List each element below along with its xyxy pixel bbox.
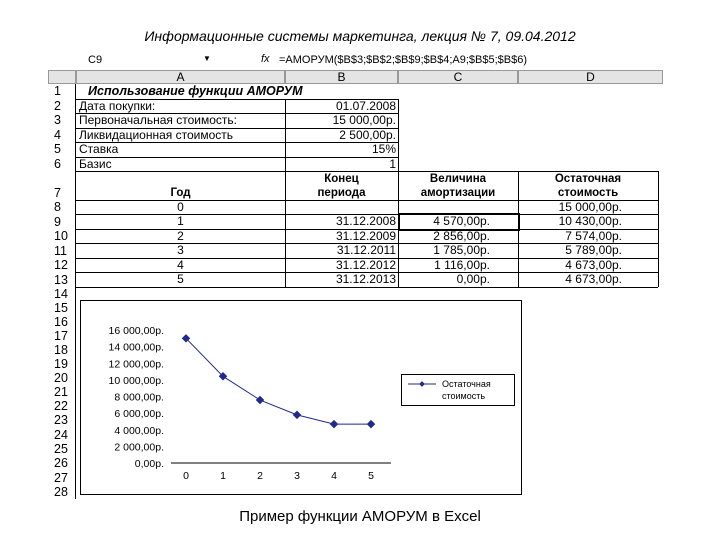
row-header[interactable]: 5 [54,142,61,156]
grid-line [75,287,658,288]
param-label[interactable]: Базис [79,157,112,171]
header-period-end-line2: периода [317,187,366,199]
series-line[interactable] [186,338,371,424]
row-header[interactable]: 12 [54,258,68,272]
y-tick-label: 6 000,00р. [114,408,164,421]
row-header[interactable]: 20 [54,371,68,385]
y-tick-label: 2 000,00р. [114,441,164,454]
select-all-corner[interactable] [48,70,76,84]
slide-title: Информационные системы маркетинга, лекция № 7, 09.04.2012 [144,28,576,44]
function-icon[interactable]: fx [261,53,270,65]
table-cell-date[interactable]: 31.12.2008 [335,214,396,228]
header-period-end-line1: Конец [324,173,359,185]
row-header[interactable]: 9 [54,215,61,229]
legend-swatch [402,375,442,405]
table-cell-amort[interactable]: 2 856,00р. [433,229,490,243]
x-tick-label: 1 [220,470,226,482]
row-header[interactable]: 4 [54,128,61,142]
column-header-c[interactable]: C [398,70,518,84]
row-header[interactable]: 18 [54,343,68,357]
column-header-a[interactable]: A [76,70,285,84]
data-point[interactable] [293,411,301,419]
row-header[interactable]: 13 [54,273,68,287]
column-header-d[interactable]: D [518,70,663,84]
header-amortization[interactable] [398,172,518,200]
param-value[interactable]: 2 500,00р. [339,128,396,142]
name-box[interactable]: C9 [88,54,103,66]
table-cell-date[interactable]: 31.12.2011 [336,243,396,257]
table-cell-residual[interactable]: 10 430,00р. [558,214,622,228]
header-residual-line1: Остаточная [554,173,622,185]
table-cell-year[interactable]: 3 [177,243,184,257]
table-cell-date[interactable]: 31.12.2012 [335,258,396,272]
row-header[interactable]: 28 [54,485,68,499]
header-period-end[interactable] [285,172,398,200]
x-tick-label: 2 [257,470,263,482]
grid-line [658,171,659,287]
y-tick-label: 4 000,00р. [114,424,164,437]
legend-label-line2: стоимость [442,391,486,401]
row-header[interactable]: 19 [54,357,68,371]
param-label[interactable]: Дата покупки: [79,99,156,113]
table-cell-amort[interactable]: 1 116,00р. [434,258,490,272]
sheet-heading[interactable]: Использование функции АМОРУМ [88,84,303,98]
header-year[interactable]: Год [170,187,191,199]
param-value[interactable]: 1 [389,157,396,171]
data-point[interactable] [256,396,264,404]
slide-caption: Пример функции АМОРУМ в Excel [239,508,481,525]
y-tick-label: 10 000,00р. [108,374,164,387]
grid-line [285,99,286,171]
table-cell-year[interactable]: 2 [177,229,184,243]
row-header[interactable]: 17 [54,329,68,343]
data-point[interactable] [330,420,338,428]
header-residual[interactable] [518,172,658,200]
table-cell-amort[interactable]: 0,00р. [456,272,490,286]
data-point[interactable] [367,420,375,428]
formula-bar [48,54,663,69]
x-tick-label: 5 [368,470,374,482]
row-header[interactable]: 11 [54,244,67,258]
x-tick-label: 4 [331,470,337,482]
table-cell-amort-selected[interactable]: 4 570,00р. [433,214,490,228]
formula-input[interactable]: =АМОРУМ($B$3;$B$2;$B$9;$B$4;A9;$B$5;$B$6) [279,54,527,66]
legend-label-line1: Остаточная [442,379,491,389]
param-value[interactable]: 15% [371,142,396,156]
table-cell-year[interactable]: 0 [177,200,184,214]
table-cell-residual[interactable]: 5 789,00р. [565,243,622,257]
header-residual-line2: стоимость [557,187,619,199]
row-header[interactable]: 21 [54,385,68,399]
table-cell-year[interactable]: 5 [177,272,184,286]
row-header[interactable]: 3 [54,113,61,127]
param-value[interactable]: 01.07.2008 [335,99,396,113]
x-tick-label: 0 [183,470,189,482]
row-header[interactable]: 24 [54,428,68,442]
header-amortization-line1: Величина [429,173,487,185]
row-header[interactable]: 8 [54,200,61,214]
row-header[interactable]: 6 [54,157,61,171]
table-cell-residual[interactable]: 15 000,00р. [558,200,622,214]
y-tick-label: 14 000,00р. [108,341,164,354]
table-cell-year[interactable]: 4 [177,258,184,272]
table-cell-residual[interactable]: 4 673,00р. [565,258,622,272]
row-header[interactable]: 15 [54,301,68,315]
table-cell-year[interactable]: 1 [177,214,184,228]
grid-line [75,84,76,499]
table-cell-residual[interactable]: 7 574,00р. [565,229,622,243]
y-tick-label: 16 000,00р. [108,325,164,337]
row-header[interactable]: 16 [54,315,68,329]
y-tick-label: 0,00р. [134,458,164,470]
table-cell-residual[interactable]: 4 673,00р. [565,272,622,286]
row-header[interactable]: 22 [54,399,68,413]
row-header[interactable]: 2 [54,99,61,113]
header-amortization-line2: амортизации [420,187,496,199]
column-header-b[interactable]: B [285,70,398,84]
row-header[interactable]: 26 [54,456,68,470]
name-box-dropdown-icon[interactable]: ▼ [203,54,211,63]
row-header[interactable]: 10 [54,229,68,243]
grid-line [398,99,399,171]
y-tick-label: 12 000,00р. [108,358,164,371]
param-value[interactable]: 15 000,00р. [332,113,396,127]
table-cell-date[interactable]: 31.12.2009 [335,229,396,243]
chart-legend[interactable] [401,374,515,406]
x-tick-label: 3 [294,470,300,482]
param-label[interactable]: Первоначальная стоимость: [79,113,237,127]
row-header[interactable]: 1 [54,84,61,98]
row-header[interactable]: 23 [54,413,68,427]
param-label[interactable]: Ставка [79,142,119,156]
row-header[interactable]: 7 [54,186,61,200]
row-header[interactable]: 25 [54,442,68,456]
row-header[interactable]: 27 [54,471,68,485]
table-cell-date[interactable]: 31.12.2013 [335,272,396,286]
table-cell-amort[interactable]: 1 785,00р. [433,243,490,257]
y-tick-label: 8 000,00р. [114,391,164,404]
param-label[interactable]: Ликвидационная стоимость [79,128,234,142]
row-header[interactable]: 14 [54,287,68,301]
